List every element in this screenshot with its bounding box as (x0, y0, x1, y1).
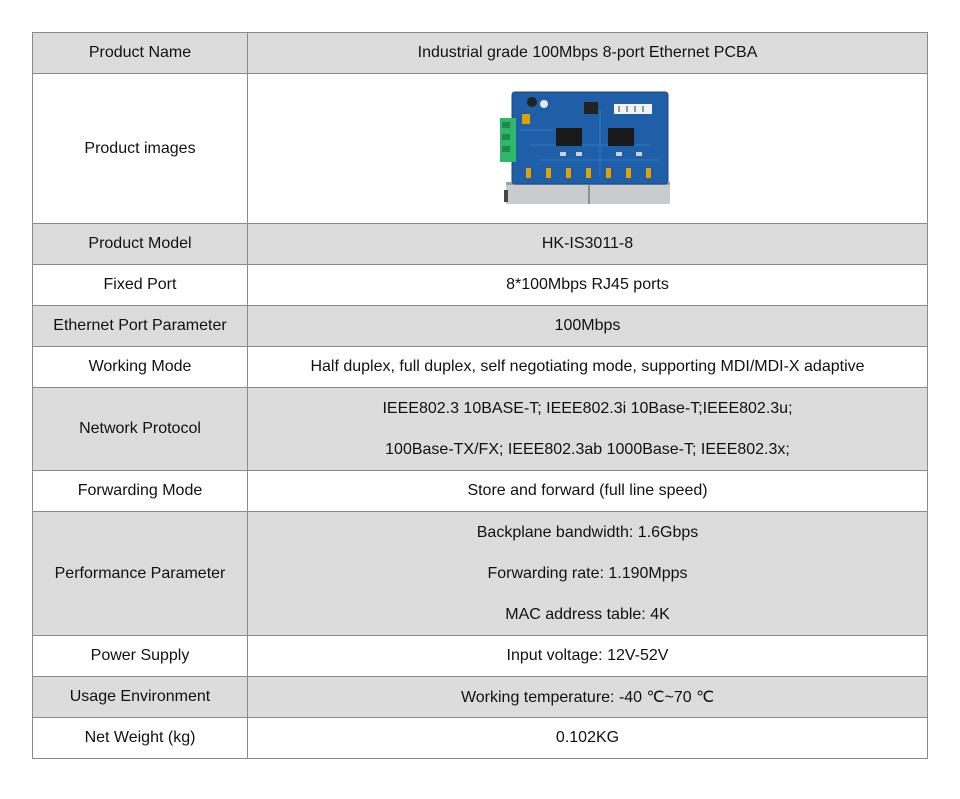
row-performance-parameter (33, 512, 928, 636)
row-label: Product images (33, 74, 248, 224)
spec-table (32, 32, 928, 759)
row-value: 0.102KG (248, 718, 928, 759)
row-ethernet-port-parameter (33, 306, 928, 347)
row-label: Fixed Port (33, 265, 248, 306)
value-line: 100Base-TX/FX; IEEE802.3ab 1000Base-T; IEEE802.3x; (385, 441, 790, 458)
value-line: IEEE802.3 10BASE-T; IEEE802.3i 10Base-T;IEEE802.3u; (382, 400, 793, 417)
row-value: Industrial grade 100Mbps 8-port Ethernet PCBA (248, 33, 928, 74)
row-label: Usage Environment (33, 677, 248, 718)
row-label: Forwarding Mode (33, 471, 248, 512)
row-product-name (33, 33, 928, 74)
row-label: Ethernet Port Parameter (33, 306, 248, 347)
row-value (248, 512, 928, 636)
row-label: Net Weight (kg) (33, 718, 248, 759)
value-line: Forwarding rate: 1.190Mpps (487, 565, 688, 582)
value-line: MAC address table: 4K (505, 606, 670, 623)
product-image-cell (248, 74, 928, 224)
row-label: Performance Parameter (33, 512, 248, 636)
row-value: Store and forward (full line speed) (248, 471, 928, 512)
row-product-images (33, 74, 928, 224)
row-value: 8*100Mbps RJ45 ports (248, 265, 928, 306)
row-value: Half duplex, full duplex, self negotiating mode, supporting MDI/MDI-X adaptive (248, 347, 928, 388)
row-power-supply (33, 636, 928, 677)
row-usage-environment (33, 677, 928, 718)
row-value (248, 388, 928, 471)
row-label: Product Name (33, 33, 248, 74)
row-label: Working Mode (33, 347, 248, 388)
row-value: 100Mbps (248, 306, 928, 347)
row-network-protocol (33, 388, 928, 471)
row-value: Input voltage: 12V-52V (248, 636, 928, 677)
row-label: Product Model (33, 224, 248, 265)
row-label: Network Protocol (33, 388, 248, 471)
row-value: Working temperature: -40 ℃~70 ℃ (248, 677, 928, 718)
row-net-weight (33, 718, 928, 759)
row-working-mode (33, 347, 928, 388)
row-label: Power Supply (33, 636, 248, 677)
row-product-model (33, 224, 928, 265)
value-line: Backplane bandwidth: 1.6Gbps (476, 524, 699, 541)
row-forwarding-mode (33, 471, 928, 512)
pcb-board-image (500, 90, 676, 208)
row-fixed-port (33, 265, 928, 306)
row-value: HK-IS3011-8 (248, 224, 928, 265)
